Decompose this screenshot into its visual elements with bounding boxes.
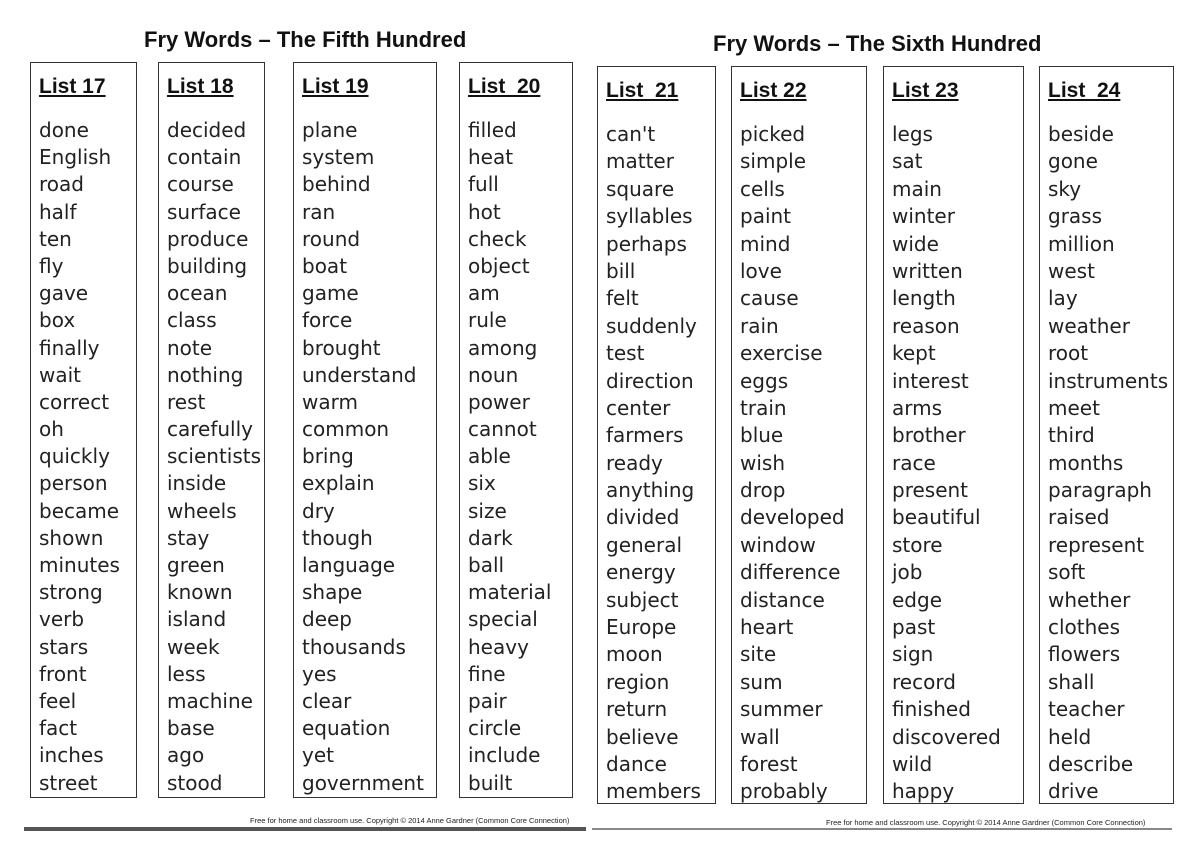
word-item: Europe	[606, 615, 677, 640]
word-item: carefully	[167, 417, 254, 442]
word-item: note	[167, 335, 213, 360]
word-item: boat	[302, 253, 348, 278]
list-24-header: List 24	[1048, 79, 1121, 102]
word-item: behind	[302, 172, 371, 197]
word-item: done	[39, 118, 89, 142]
word-item: full	[468, 172, 499, 197]
word-item: ten	[39, 226, 72, 251]
list-23-header: List 23	[892, 79, 959, 102]
word-item: base	[167, 716, 215, 741]
word-item: can't	[606, 122, 656, 146]
list-17-column	[30, 62, 137, 798]
word-item: scientists	[167, 444, 262, 469]
word-item: soft	[1048, 560, 1086, 585]
word-item: machine	[167, 688, 253, 713]
word-item: grass	[1048, 204, 1103, 229]
word-item: direction	[606, 368, 694, 393]
word-item: suddenly	[606, 313, 697, 338]
word-item: stars	[39, 634, 89, 659]
list-24-words	[1048, 121, 1173, 804]
fifth-hundred-title: Fry Words – The Fifth Hundred	[144, 27, 467, 52]
word-item: teacher	[1048, 697, 1125, 722]
word-item: inches	[39, 743, 104, 768]
word-item: discovered	[892, 724, 1001, 749]
word-item: gave	[39, 281, 89, 306]
word-item: built	[468, 770, 513, 795]
word-item: simple	[740, 149, 807, 174]
word-item: sat	[892, 149, 923, 174]
word-item: farmers	[606, 423, 684, 448]
word-item: though	[302, 525, 373, 550]
word-item: drop	[740, 478, 786, 503]
word-item: moon	[606, 642, 663, 667]
word-item: dry	[302, 498, 335, 523]
word-item: main	[892, 176, 942, 201]
word-item: million	[1048, 231, 1115, 256]
word-item: believe	[606, 724, 679, 749]
sixth-hundred-bottom-rule	[592, 828, 1172, 830]
word-item: week	[167, 634, 220, 659]
word-item: building	[167, 253, 248, 278]
word-item: site	[740, 642, 777, 667]
list-17-words	[39, 117, 136, 797]
word-item: produce	[167, 226, 249, 251]
word-item: hot	[468, 199, 501, 224]
word-item: strong	[39, 580, 103, 605]
word-item: ran	[302, 199, 336, 224]
list-19-header: List 19	[302, 75, 369, 98]
word-item: happy	[892, 779, 955, 804]
list-18-column	[158, 62, 265, 798]
sixth-hundred-title: Fry Words – The Sixth Hundred	[713, 31, 1042, 56]
word-item: explain	[302, 471, 375, 496]
word-item: thousands	[302, 634, 406, 659]
list-21-column	[597, 66, 716, 804]
word-item: sum	[740, 669, 783, 694]
word-item: present	[892, 478, 969, 503]
word-item: understand	[302, 362, 417, 387]
word-item: exercise	[740, 341, 823, 366]
fifth-hundred-copyright: Free for home and classroom use. Copyright © 2014 Anne Gardner (Common Core Connection)	[250, 816, 570, 825]
word-item: paint	[740, 204, 792, 229]
word-item: cells	[740, 176, 785, 201]
word-item: members	[606, 779, 701, 804]
list-20-column	[459, 62, 573, 798]
word-item: felt	[606, 286, 639, 311]
word-item: train	[740, 395, 787, 420]
word-item: lay	[1048, 286, 1078, 311]
word-item: special	[468, 607, 538, 632]
word-item: job	[892, 560, 923, 585]
word-item: legs	[892, 122, 933, 146]
word-item: inside	[167, 471, 227, 496]
list-22-column	[731, 66, 867, 804]
list-21-words	[606, 121, 715, 804]
word-item: general	[606, 532, 683, 557]
word-item: include	[468, 743, 541, 768]
word-item: island	[167, 607, 227, 632]
word-item: course	[167, 172, 234, 197]
word-item: matter	[606, 149, 674, 174]
word-item: weather	[1048, 313, 1130, 338]
word-item: winter	[892, 204, 955, 229]
list-17-header: List 17	[39, 75, 106, 98]
word-item: forest	[740, 751, 798, 776]
word-item: heat	[468, 145, 514, 170]
word-item: fact	[39, 716, 78, 741]
word-item: arms	[892, 395, 943, 420]
word-item: am	[468, 281, 500, 306]
word-item: round	[302, 226, 361, 251]
word-item: check	[468, 226, 527, 251]
word-item: flowers	[1048, 642, 1121, 667]
word-item: wild	[892, 751, 933, 776]
word-item: gone	[1048, 149, 1098, 174]
sixth-hundred-copyright: Free for home and classroom use. Copyright © 2014 Anne Gardner (Common Core Connection)	[826, 818, 1146, 827]
word-item: wait	[39, 362, 82, 387]
list-19-column	[293, 62, 437, 798]
list-23-words	[892, 121, 1023, 804]
word-item: system	[302, 145, 375, 170]
word-item: heavy	[468, 634, 529, 659]
word-item: center	[606, 395, 671, 420]
list-18-words	[167, 117, 264, 797]
word-item: wish	[740, 450, 786, 475]
word-item: minutes	[39, 553, 120, 577]
word-item: box	[39, 308, 76, 333]
word-item: ago	[167, 743, 205, 768]
word-item: length	[892, 286, 956, 311]
word-item: material	[468, 580, 552, 605]
word-item: stood	[167, 770, 223, 795]
word-item: half	[39, 199, 77, 224]
word-item: yes	[302, 661, 337, 686]
word-item: anything	[606, 478, 695, 503]
word-item: noun	[468, 362, 519, 387]
word-item: energy	[606, 560, 676, 585]
word-item: game	[302, 281, 359, 306]
word-item: surface	[167, 199, 241, 224]
word-item: represent	[1048, 532, 1145, 557]
word-item: class	[167, 308, 217, 333]
fifth-hundred-bottom-rule	[24, 827, 586, 831]
word-item: blue	[740, 423, 784, 448]
word-item: held	[1048, 724, 1092, 749]
word-item: contain	[167, 145, 242, 170]
word-item: root	[1048, 341, 1089, 366]
word-item: clothes	[1048, 615, 1121, 640]
word-item: picked	[740, 122, 806, 146]
word-item: brother	[892, 423, 966, 448]
word-item: English	[39, 145, 112, 170]
word-item: shown	[39, 525, 104, 550]
word-item: beside	[1048, 122, 1114, 146]
word-item: race	[892, 450, 936, 475]
word-item: eggs	[740, 368, 789, 393]
word-item: clear	[302, 688, 352, 713]
word-item: bill	[606, 258, 636, 283]
word-item: dark	[468, 525, 513, 550]
word-item: wall	[740, 724, 780, 749]
word-item: able	[468, 444, 511, 469]
word-item: oh	[39, 417, 64, 442]
word-item: warm	[302, 389, 358, 414]
word-item: circle	[468, 716, 522, 741]
word-item: heart	[740, 615, 794, 640]
word-item: west	[1048, 258, 1095, 283]
word-item: reason	[892, 313, 960, 338]
word-item: bring	[302, 444, 354, 469]
word-item: sky	[1048, 176, 1082, 201]
word-item: describe	[1048, 751, 1134, 776]
word-item: test	[606, 341, 645, 366]
word-item: among	[468, 335, 538, 360]
word-item: written	[892, 258, 963, 283]
word-item: subject	[606, 587, 679, 612]
word-item: nothing	[167, 362, 244, 387]
word-item: rain	[740, 313, 779, 338]
word-item: past	[892, 615, 936, 640]
word-item: fine	[468, 661, 506, 686]
list-22-words	[740, 121, 866, 804]
word-item: love	[740, 258, 782, 283]
word-item: record	[892, 669, 956, 694]
word-item: government	[302, 770, 424, 795]
word-item: wheels	[167, 498, 237, 523]
word-item: kept	[892, 341, 936, 366]
word-item: cannot	[468, 417, 537, 442]
list-23-column	[883, 66, 1024, 804]
word-item: filled	[468, 118, 517, 142]
list-22-header: List 22	[740, 79, 807, 102]
word-item: drive	[1048, 779, 1099, 804]
word-item: verb	[39, 607, 85, 632]
word-item: common	[302, 417, 390, 442]
word-item: perhaps	[606, 231, 687, 256]
word-item: language	[302, 553, 396, 577]
word-item: difference	[740, 560, 841, 585]
word-item: plane	[302, 118, 358, 142]
word-item: brought	[302, 335, 381, 360]
word-item: whether	[1048, 587, 1131, 612]
word-item: street	[39, 770, 98, 795]
word-item: shall	[1048, 669, 1095, 694]
word-item: months	[1048, 450, 1124, 475]
word-item: green	[167, 553, 225, 577]
word-item: decided	[167, 118, 247, 142]
word-item: developed	[740, 505, 845, 530]
word-item: raised	[1048, 505, 1110, 530]
word-item: six	[468, 471, 496, 496]
word-item: known	[167, 580, 233, 605]
word-item: rest	[167, 389, 206, 414]
word-item: window	[740, 532, 816, 557]
word-item: interest	[892, 368, 969, 393]
word-item: summer	[740, 697, 823, 722]
word-item: syllables	[606, 204, 693, 229]
word-item: correct	[39, 389, 110, 414]
word-item: square	[606, 176, 675, 201]
word-item: pair	[468, 688, 507, 713]
word-item: object	[468, 253, 530, 278]
word-item: shape	[302, 580, 363, 605]
word-item: road	[39, 172, 84, 197]
word-item: finally	[39, 335, 100, 360]
word-item: finished	[892, 697, 971, 722]
word-item: became	[39, 498, 120, 523]
word-item: ball	[468, 553, 505, 577]
word-item: ocean	[167, 281, 228, 306]
word-item: instruments	[1048, 368, 1169, 393]
word-item: paragraph	[1048, 478, 1152, 503]
word-item: stay	[167, 525, 210, 550]
word-item: quickly	[39, 444, 110, 469]
list-20-words	[468, 117, 572, 797]
word-item: power	[468, 389, 530, 414]
word-item: rule	[468, 308, 507, 333]
word-item: ready	[606, 450, 663, 475]
word-item: sign	[892, 642, 934, 667]
word-item: less	[167, 661, 206, 686]
word-item: distance	[740, 587, 825, 612]
word-item: person	[39, 471, 108, 496]
word-item: edge	[892, 587, 942, 612]
word-item: return	[606, 697, 668, 722]
word-item: store	[892, 532, 943, 557]
list-21-header: List 21	[606, 79, 679, 102]
word-item: cause	[740, 286, 799, 311]
list-19-words	[302, 117, 436, 797]
list-20-header: List 20	[468, 75, 541, 98]
word-item: size	[468, 498, 507, 523]
word-item: third	[1048, 423, 1095, 448]
list-24-column	[1039, 66, 1174, 804]
word-item: front	[39, 661, 87, 686]
word-item: feel	[39, 688, 77, 713]
word-item: wide	[892, 231, 939, 256]
word-item: divided	[606, 505, 680, 530]
word-item: dance	[606, 751, 667, 776]
word-item: beautiful	[892, 505, 981, 530]
list-18-header: List 18	[167, 75, 234, 98]
word-item: force	[302, 308, 353, 333]
word-item: probably	[740, 779, 828, 804]
word-item: deep	[302, 607, 352, 632]
word-item: region	[606, 669, 670, 694]
word-item: meet	[1048, 395, 1100, 420]
word-item: equation	[302, 716, 391, 741]
word-item: fly	[39, 253, 64, 278]
word-item: mind	[740, 231, 791, 256]
word-item: yet	[302, 743, 334, 768]
